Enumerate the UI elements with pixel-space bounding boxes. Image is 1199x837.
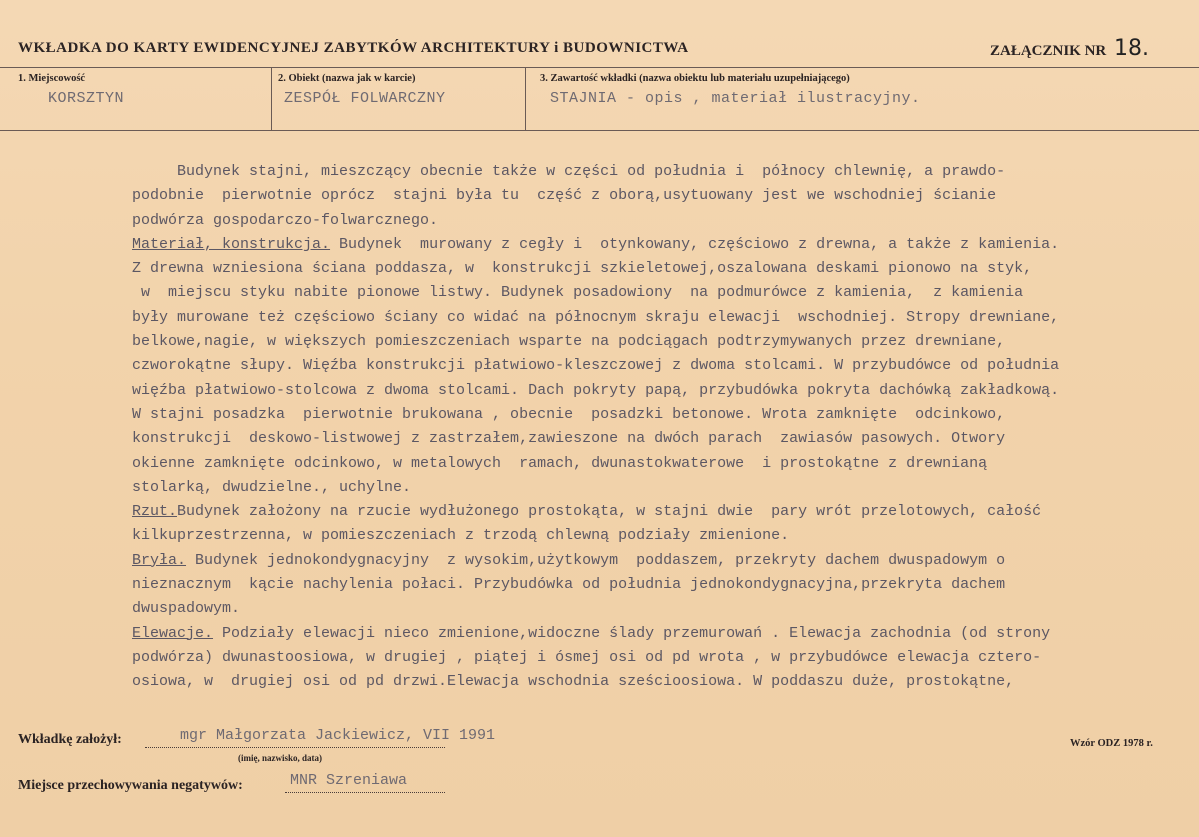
body-line [132, 476, 1182, 500]
attachment-label-group [990, 36, 1149, 61]
contents-label: 3. Zawartość wkładki (nazwa obiektu lub materiału uzupełniającego) [540, 73, 850, 84]
body-text-span: w miejscu styku nabite pionowe listwy. Budynek posadowiony na podmurówce z kamienia, z kamienia [132, 284, 1024, 302]
body-text-span: Z drewna wzniesiona ściana poddasza, w konstrukcji szkieletowej,oszalowana deskami pionowo na styk, [132, 260, 1033, 278]
body-line [132, 330, 1182, 354]
section-heading: Materiał, konstrukcja. [132, 235, 331, 253]
body-line [132, 160, 1182, 184]
body-text-span: czworokątne słupy. Więźba konstrukcji płatwiowo-kleszczowej z dwoma stolcami. W przybudówce od południa [132, 357, 1060, 375]
body-line [132, 354, 1182, 378]
body-line [132, 500, 1182, 524]
attachment-number: 18. [1114, 36, 1149, 61]
body-text-span: Budynek murowany z cegły i otynkowany, częściowo z drewna, a także z kamienia. [330, 235, 1060, 253]
body-text-span: stolarką, dwudzielne., uchylne. [132, 478, 412, 496]
field-divider-2 [525, 68, 526, 130]
header-divider-bottom [0, 130, 1199, 131]
body-line [132, 233, 1182, 257]
section-heading: Elewacje. [132, 624, 214, 642]
locality-label: 1. Miejscowość [18, 73, 86, 84]
document-title: WKŁADKA DO KARTY EWIDENCYJNEJ ZABYTKÓW ARCHITEKTURY i BUDOWNICTWA [18, 40, 689, 56]
section-heading: Bryła. [132, 551, 187, 569]
body-line [132, 549, 1182, 573]
body-text-span: dwuspadowym. [132, 600, 241, 618]
object-label: 2. Obiekt (nazwa jak w karcie) [278, 73, 416, 84]
body-line [132, 209, 1182, 233]
body-line [132, 524, 1182, 548]
storage-dotted-line [285, 792, 445, 793]
body-line [132, 306, 1182, 330]
body-line [132, 257, 1182, 281]
body-text-span: Podziały elewacji nieco zmienione,widoczne ślady przemurowań . Elewacja zachodnia (od strony [213, 624, 1051, 642]
description-body [132, 160, 1182, 695]
body-line [132, 670, 1182, 694]
body-text-span: kilkuprzestrzenna, w pomieszczeniach z trzodą chlewną podziały zmienione. [132, 527, 790, 545]
body-line [132, 646, 1182, 670]
body-text-span: konstrukcji deskowo-listwowej z zastrzałem,zawieszone na dwóch parach zawiasów pasowych. Otwory [132, 430, 1006, 448]
body-text-span: belkowe,nagie, w większych pomieszczeniach wsparte na podciągach podtrzymywanych przez drewniane, [132, 333, 1006, 351]
section-heading: Rzut. [132, 503, 178, 521]
body-line [132, 573, 1182, 597]
attachment-label: ZAŁĄCZNIK NR [989, 43, 1107, 59]
body-text-span: podwórza gospodarczo-folwarcznego. [132, 211, 439, 229]
body-line [132, 597, 1182, 621]
author-value: mgr Małgorzata Jackiewicz, VII 1991 [180, 727, 496, 744]
body-text-span: W stajni posadzka pierwotnie brukowana , obecnie posadzki betonowe. Wrota zamknięte odcinkowo, [132, 405, 1006, 423]
storage-value: MNR Szreniawa [290, 772, 408, 789]
body-line [132, 427, 1182, 451]
field-divider-1 [271, 68, 272, 130]
body-text-span: osiowa, w drugiej osi od pd drzwi.Elewacja wschodnia sześcioosiowa. W poddaszu duże, prostokątne, [132, 673, 1015, 691]
author-dotted-line [145, 747, 445, 748]
body-text-span: Budynek założony na rzucie wydłużonego prostokąta, w stajni dwie pary wrót przelotowych, całość [177, 503, 1042, 521]
body-text-span: więźba płatwiowo-stolcowa z dwoma stolcami. Dach pokryty papą, przybudówka pokryta dachówką zakładkową. [132, 381, 1060, 399]
body-line [132, 281, 1182, 305]
body-text-span: Budynek jednokondygnacyjny z wysokim,użytkowym poddaszem, przekryty dachem dwuspadowym o [186, 551, 1006, 569]
contents-value: STAJNIA - opis , materiał ilustracyjny. [550, 90, 921, 107]
body-text-span: podobnie pierwotnie oprócz stajni była tu część z oborą,usytuowany jest we wschodniej ścianie [132, 187, 997, 205]
body-text-span: nieznacznym kącie nachylenia połaci. Przybudówka od południa jednokondygnacyjna,przekryta dachem [132, 576, 1006, 594]
body-line [132, 184, 1182, 208]
body-line [132, 403, 1182, 427]
locality-value: KORSZTYN [48, 90, 125, 107]
object-value: ZESPÓŁ FOLWARCZNY [284, 90, 446, 107]
body-line [132, 622, 1182, 646]
body-line [132, 379, 1182, 403]
author-label: Wkładkę założył: [18, 732, 122, 747]
body-text-span: Budynek stajni, mieszczący obecnie także w części od południa i północy chlewnię, a prawdo- [132, 163, 1006, 180]
body-line [132, 452, 1182, 476]
body-text-span: okienne zamknięte odcinkowo, w metalowych ramach, dwunastokwaterowe i prostokątne z drewnianą [132, 454, 988, 472]
body-text-span: podwórza) dwunastoosiowa, w drugiej , piątej i ósmej osi od pd wrota , w przybudówce elewacja cztero- [132, 648, 1042, 666]
storage-label: Miejsce przechowywania negatywów: [18, 778, 243, 793]
header-divider-top [0, 67, 1199, 68]
form-code: Wzór ODZ 1978 r. [1070, 738, 1153, 749]
body-text-span: były murowane też częściowo ściany co widać na północnym skraju elewacji wschodniej. Stropy drewniane, [132, 308, 1060, 326]
author-caption: (imię, nazwisko, data) [238, 753, 322, 763]
